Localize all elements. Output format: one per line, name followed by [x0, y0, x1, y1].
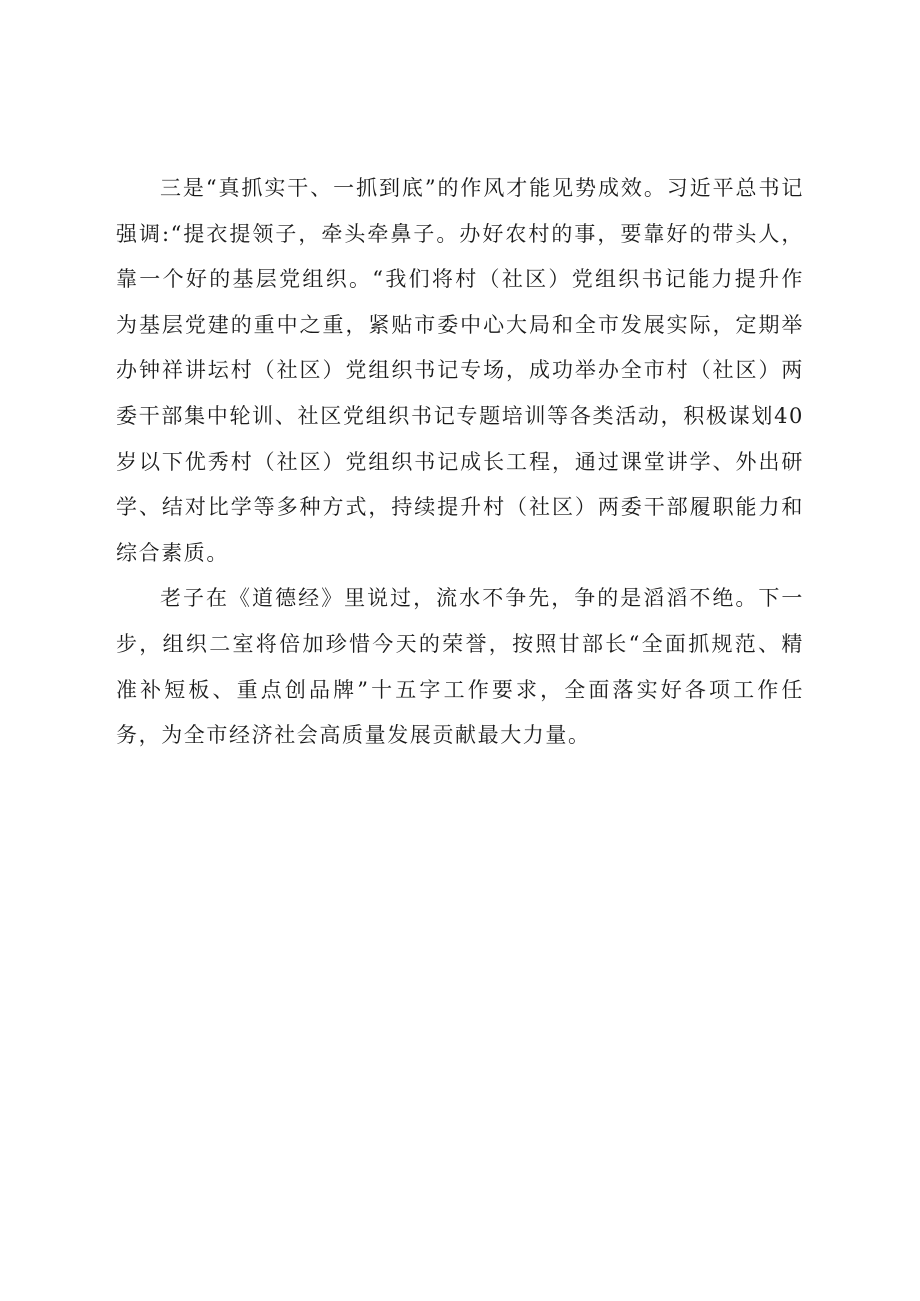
document-body: [116, 166, 804, 759]
paragraph-next-steps: 老子在《道德经》里说过，流水不争先，争的是滔滔不绝。下一步，组织二室将倍加珍惜今天的荣誉，按照甘部长“全面抓规范、精准补短板、重点创品牌”十五字工作要求，全面落实好各项工作任务，为全市经济社会高质量发展贡献最大力量。: [116, 586, 804, 748]
paragraph-work-style: 三是“真抓实干、一抓到底”的作风才能见势成效。习近平总书记强调:“提衣提领子，牵头牵鼻子。办好农村的事，要靠好的带头人，靠一个好的基层党组织。“我们将村（社区）党组织书记能力提升作为基层党建的重中之重，紧贴市委中心大局和全市发展实际，定期举办钟祥讲坛村（社区）党组织书记专场，成功举办全市村（社区）两委干部集中轮训、社区党组织书记专题培训等各类活动，积极谋划40岁以下优秀村（社区）党组织书记成长工程，通过课堂讲学、外出研学、结对比学等多种方式，持续提升村（社区）两委干部履职能力和综合素质。: [116, 176, 804, 565]
